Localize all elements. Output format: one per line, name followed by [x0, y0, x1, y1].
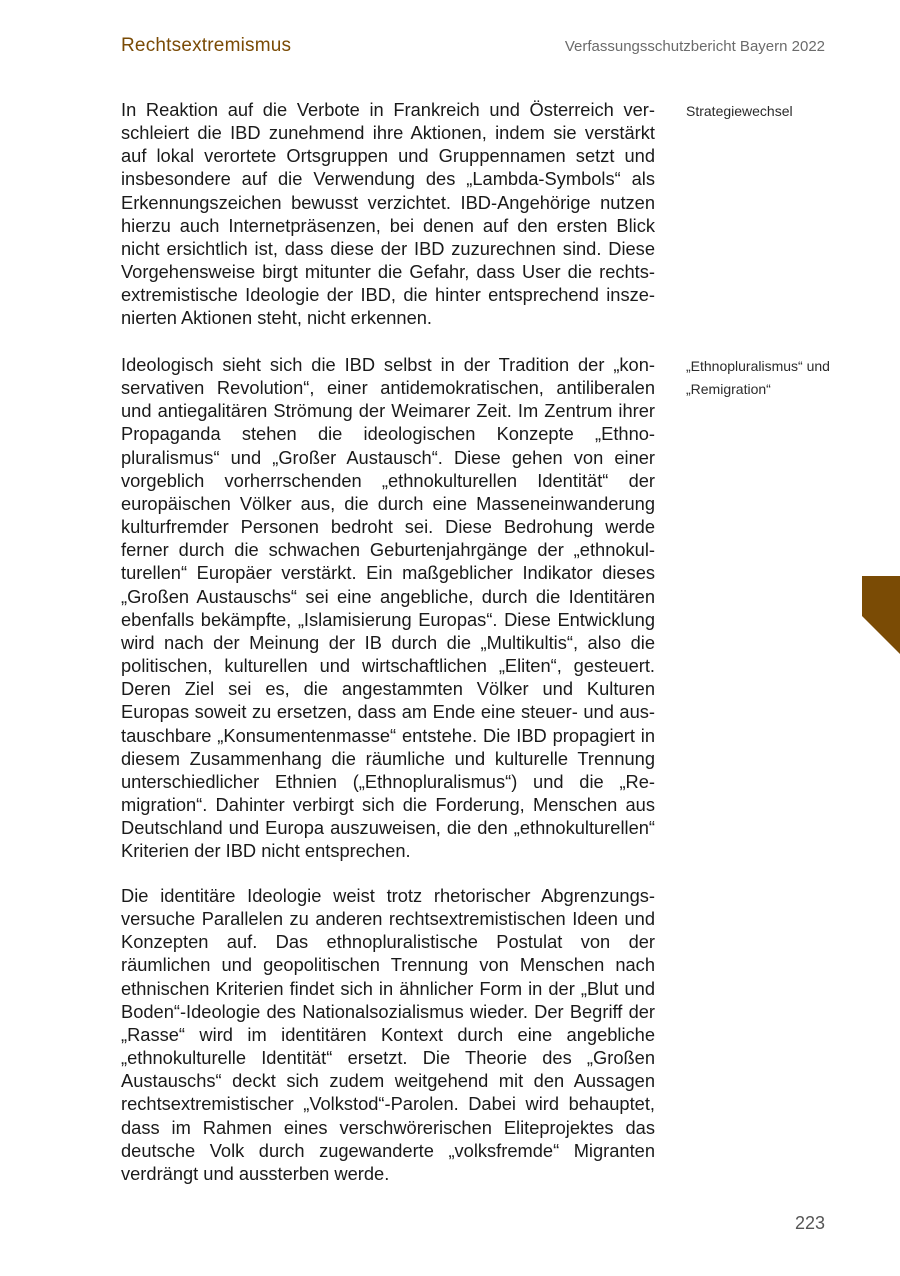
section-title: Rechtsextremismus: [121, 35, 292, 56]
chapter-tab-shape: [862, 576, 900, 654]
margin-note: „Ethnopluralismus“ und „Remigration“: [686, 358, 830, 397]
publication-title: Verfassungsschutzbericht Bayern 2022: [564, 38, 825, 55]
chapter-tab-marker: [862, 576, 900, 654]
margin-note: Strategiewechsel: [686, 103, 793, 119]
body-paragraph: Ideologisch sieht sich die IBD selbst in der Tradition der „konservativen Revolution“, einer antidemokratischen, antiliberalen und antiegalitären Strömung der Weimarer Zeit. Im Zentrum ihrer Propaganda stehen die ideologischen Konzepte „Ethnopluralismus“ und „Großer Austausch“. Diese gehen von einer vorgeblich vorherrschenden „ethnokulturellen Identität“ der europäischen Völker aus, die durch eine Masseneinwanderung kulturfremder Personen bedroht sei. Diese Bedrohung werde ferner durch die schwachen Geburtenjahrgänge der „ethnokulturellen“ Europäer verstärkt. Ein maßgeblicher Indikator dieses „Großen Austauschs“ sei eine angebliche, durch die Identitären ebenfalls bekämpfte, „Islamisierung Europas“. Diese Entwicklung wird nach der Meinung der IB durch die „Multikultis“, also die politischen, kulturellen und wirtschaftlichen „Eliten“, gesteuert. Deren Ziel sei es, die angestammten Völker und Kulturen Europas soweit zu ersetzen, dass am Ende eine steuer- und austauschbare „Konsumentenmasse“ entstehe. Die IBD propagiert in diesem Zusammenhang die räumliche und kulturelle Trennung unterschiedlicher Ethnien („Ethnopluralismus“) und die „Remigration“. Dahinter verbirgt sich die Forderung, Menschen aus Deutschland und Europa auszuweisen, die den „ethnokulturellen“ Kriterien der IBD nicht entsprechen.: [121, 354, 655, 862]
body-paragraph: In Reaktion auf die Verbote in Frankreich und Österreich verschleiert die IBD zunehmend ihre Aktionen, indem sie verstärkt auf lokal verortete Ortsgruppen und Gruppennamen setzt und insbesondere auf die Verwendung des „Lambda-Symbols“ als Erkennungszeichen bewusst verzichtet. IBD-Angehörige nutzen hierzu auch Internetpräsenzen, bei denen auf den ersten Blick nicht ersichtlich ist, dass diese der IBD zuzurechnen sind. Diese Vorgehensweise birgt mitunter die Gefahr, dass User die rechtsextremistische Ideologie der IBD, die hinter entsprechend inszenierten Aktionen steht, nicht erkennen.: [121, 99, 655, 329]
body-paragraph: Die identitäre Ideologie weist trotz rhetorischer Abgrenzungsversuche Parallelen zu anderen rechtsextremistischen Ideen und Konzepten auf. Das ethnopluralistische Postulat von der räumlichen und geopolitischen Trennung von Menschen nach ethnischen Kriterien findet sich in ähnlicher Form in der „Blut und Boden“-Ideologie des Nationalsozialismus wieder. Der Begriff der „Rasse“ wird im identitären Kontext durch eine angebliche „ethnokulturelle Identität“ ersetzt. Die Theorie des „Großen Austauschs“ deckt sich zudem weitgehend mit den Aussagen rechtsextremistischer „Volkstod“-Parolen. Dabei wird behauptet, dass im Rahmen eines verschwörerischen Eliteprojektes das deutsche Volk durch zugewanderte „volksfremde“ Migranten verdrängt und aussterben werde.: [121, 885, 655, 1184]
page-number: 223: [794, 1213, 825, 1233]
